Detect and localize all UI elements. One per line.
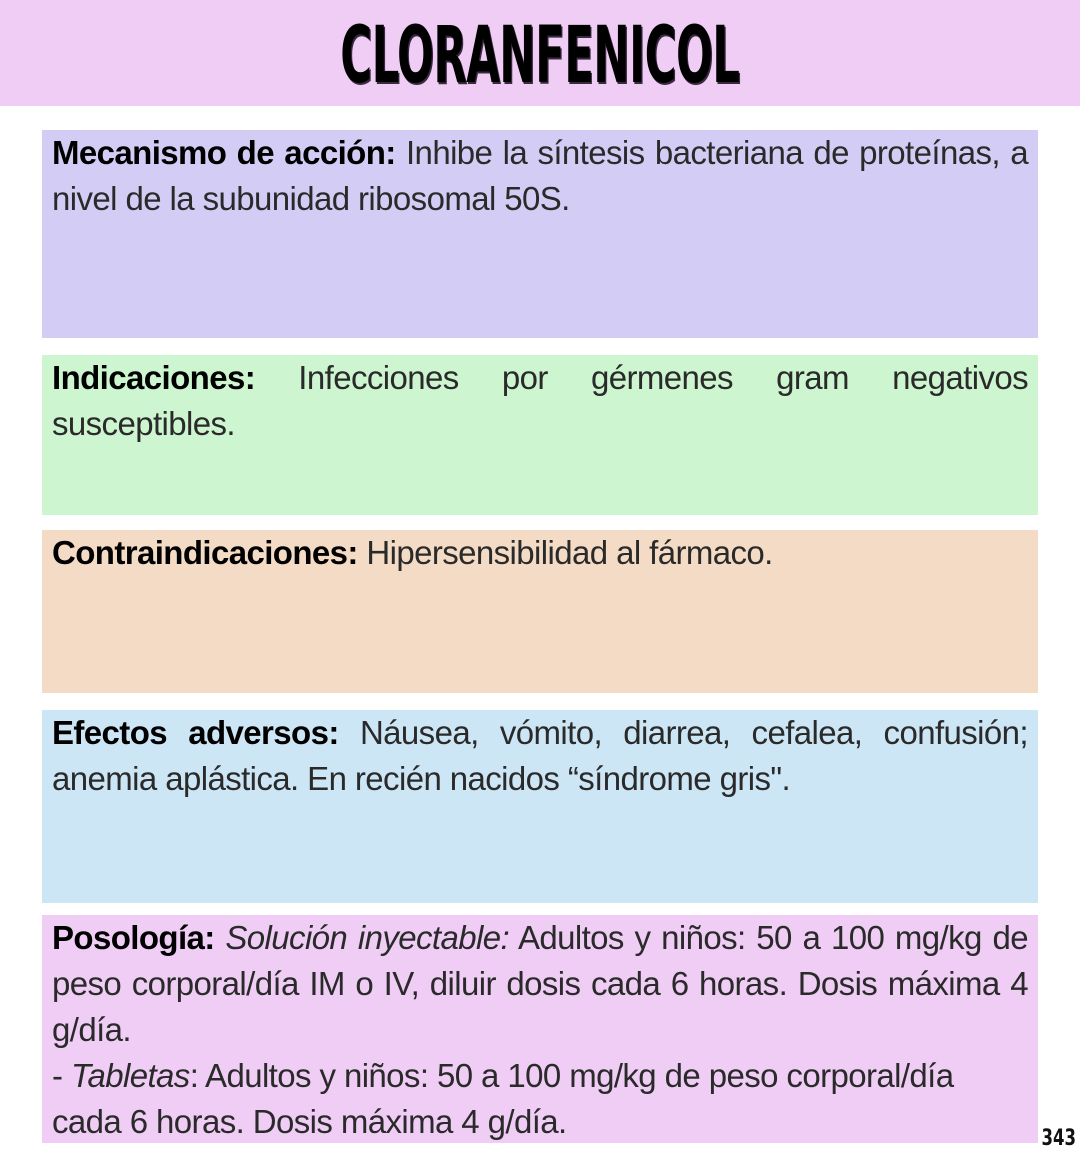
injectable-dosage-text: Adultos y niños: 50 a 100 mg/kg de peso corporal/día IM o IV, diluir dosis cada 6 horas. Dosis máxima 4 g/día. [52, 919, 1028, 1048]
list-dash: - [52, 1057, 71, 1094]
section-label: Posología: [52, 919, 215, 956]
section-label: Mecanismo de acción: [52, 134, 396, 171]
section-efectos-adversos [42, 710, 1038, 903]
section-text: Náusea, vómito, diarrea, cefalea, confusión; anemia aplástica. En recién nacidos “síndrome gris". [52, 714, 1028, 797]
section-text: Hipersensibilidad al fármaco. [357, 534, 773, 571]
title-banner [0, 0, 1080, 106]
section-label: Efectos adversos: [52, 714, 339, 751]
section-label: Contraindicaciones: [52, 534, 358, 571]
section-text: Infecciones por gérmenes gram negativos susceptibles. [52, 359, 1028, 442]
page-number: 343 [1041, 1126, 1076, 1151]
page-title: CLORANFENICOL [340, 11, 740, 101]
tablets-dosage-text: : Adultos y niños: 50 a 100 mg/kg de peso corporal/día cada 6 horas. Dosis máxima 4 g/día. [52, 1057, 954, 1140]
route-tablets-label: Tabletas [70, 1057, 190, 1094]
section-mecanismo [42, 130, 1038, 338]
section-posologia [42, 915, 1038, 1143]
section-contraindicaciones [42, 530, 1038, 693]
section-indicaciones [42, 355, 1038, 515]
section-text: Inhibe la síntesis bacteriana de proteínas, a nivel de la subunidad ribosomal 50S. [52, 134, 1029, 217]
route-injectable-label: Solución inyectable: [214, 919, 510, 956]
section-label: Indicaciones: [52, 359, 256, 396]
